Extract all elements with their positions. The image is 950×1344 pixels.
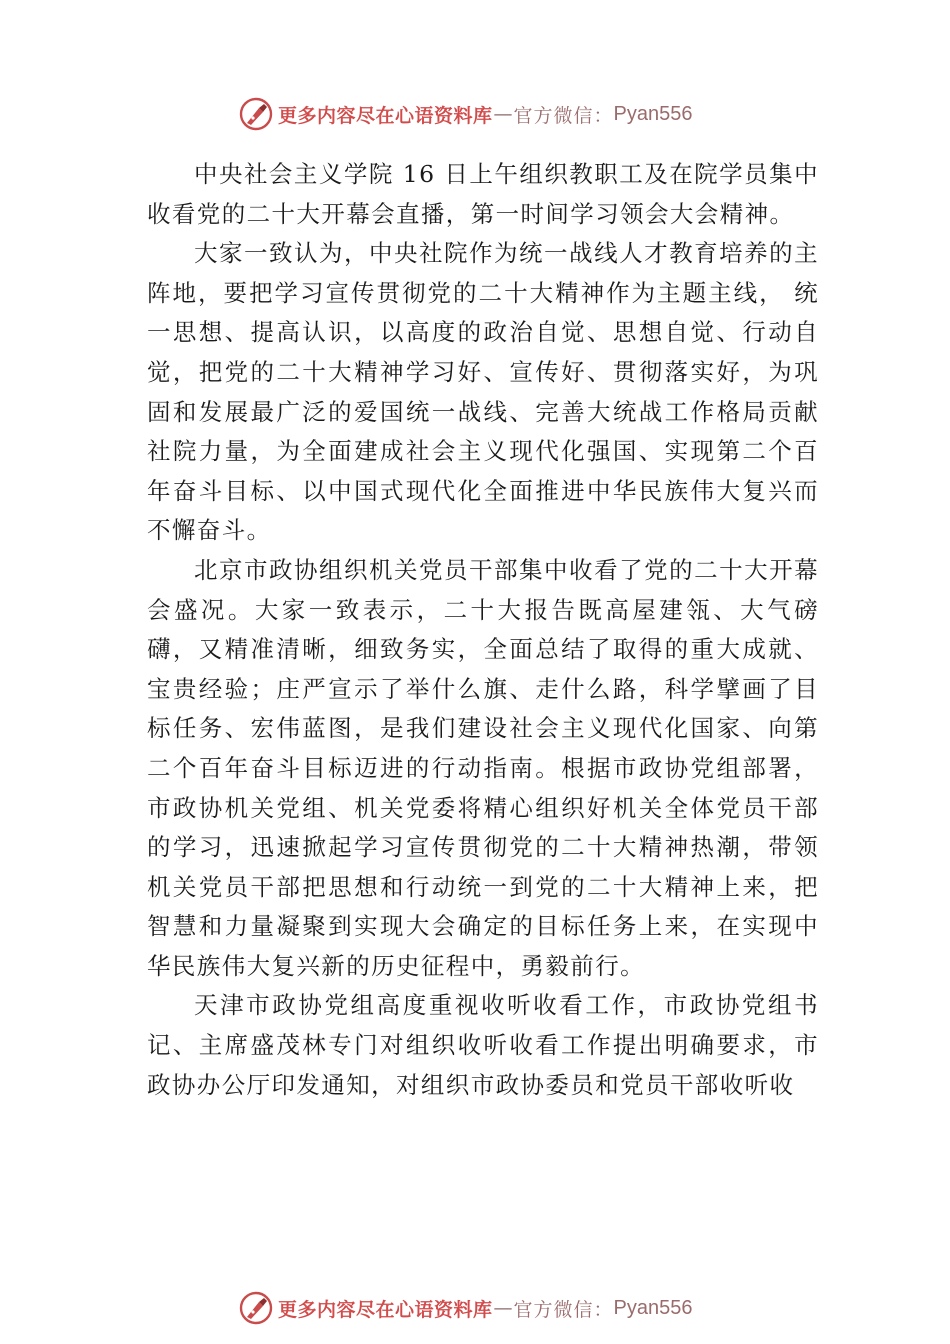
paragraph-4: 天津市政协党组高度重视收听收看工作，市政协党组书记、主席盛茂林专门对组织收听收看工作提出明确要求，市政协办公厅印发通知，对组织市政协委员和党员干部收听收 (147, 991, 819, 1099)
banner-wechat-id: Pyan556 (613, 1296, 693, 1319)
banner-subtitle: 官方微信： (513, 1298, 614, 1321)
pen-nib-logo-icon (238, 96, 274, 132)
banner-subtitle: 官方微信： (513, 104, 614, 127)
banner-dash: — (493, 103, 513, 125)
banner-title: 更多内容尽在心语资料库 (278, 104, 493, 127)
pen-nib-logo-icon (238, 1290, 274, 1326)
banner-title: 更多内容尽在心语资料库 (278, 1298, 493, 1321)
paragraph-2: 大家一致认为，中央社院作为统一战线人才教育培养的主阵地，要把学习宣传贯彻党的二十大精神作为主题主线， 统一思想、提高认识，以高度的政治自觉、思想自觉、行动自觉，把党的二十大精神学习好、宣传好、贯彻落实好，为巩固和发展最广泛的爱国统一战线、完善大统战工作格局贡献社院力量，为全面建成社会主义现代化强国、实现第二个百年奋斗目标、以中国式现代化全面推进中华民族伟大复兴而不懈奋斗。 (147, 239, 819, 545)
header-watermark-banner (238, 96, 693, 132)
banner-wechat-id: Pyan556 (613, 102, 693, 125)
document-body (147, 155, 819, 1105)
paragraph-1: 中央社会主义学院 16 日上午组织教职工及在院学员集中收看党的二十大开幕会直播，第一时间学习领会大会精神。 (147, 160, 819, 228)
paragraph-3: 北京市政协组织机关党员干部集中收看了党的二十大开幕会盛况。大家一致表示，二十大报告既高屋建瓴、大气磅礴，又精准清晰，细致务实，全面总结了取得的重大成就、宝贵经验；庄严宣示了举什么旗、走什么路，科学擘画了目标任务、宏伟蓝图，是我们建设社会主义现代化国家、向第二个百年奋斗目标迈进的行动指南。根据市政协党组部署， 市政协机关党组、机关党委将精心组织好机关全体党员干部的学习，迅速掀起学习宣传贯彻党的二十大精神热潮，带领机关党员干部把思想和行动统一到党的二十大精神上来，把智慧和力量凝聚到实现大会确定的目标任务上来，在实现中华民族伟大复兴新的历史征程中，勇毅前行。 (147, 555, 819, 980)
footer-watermark-banner (238, 1290, 693, 1326)
banner-dash: — (493, 1297, 513, 1319)
